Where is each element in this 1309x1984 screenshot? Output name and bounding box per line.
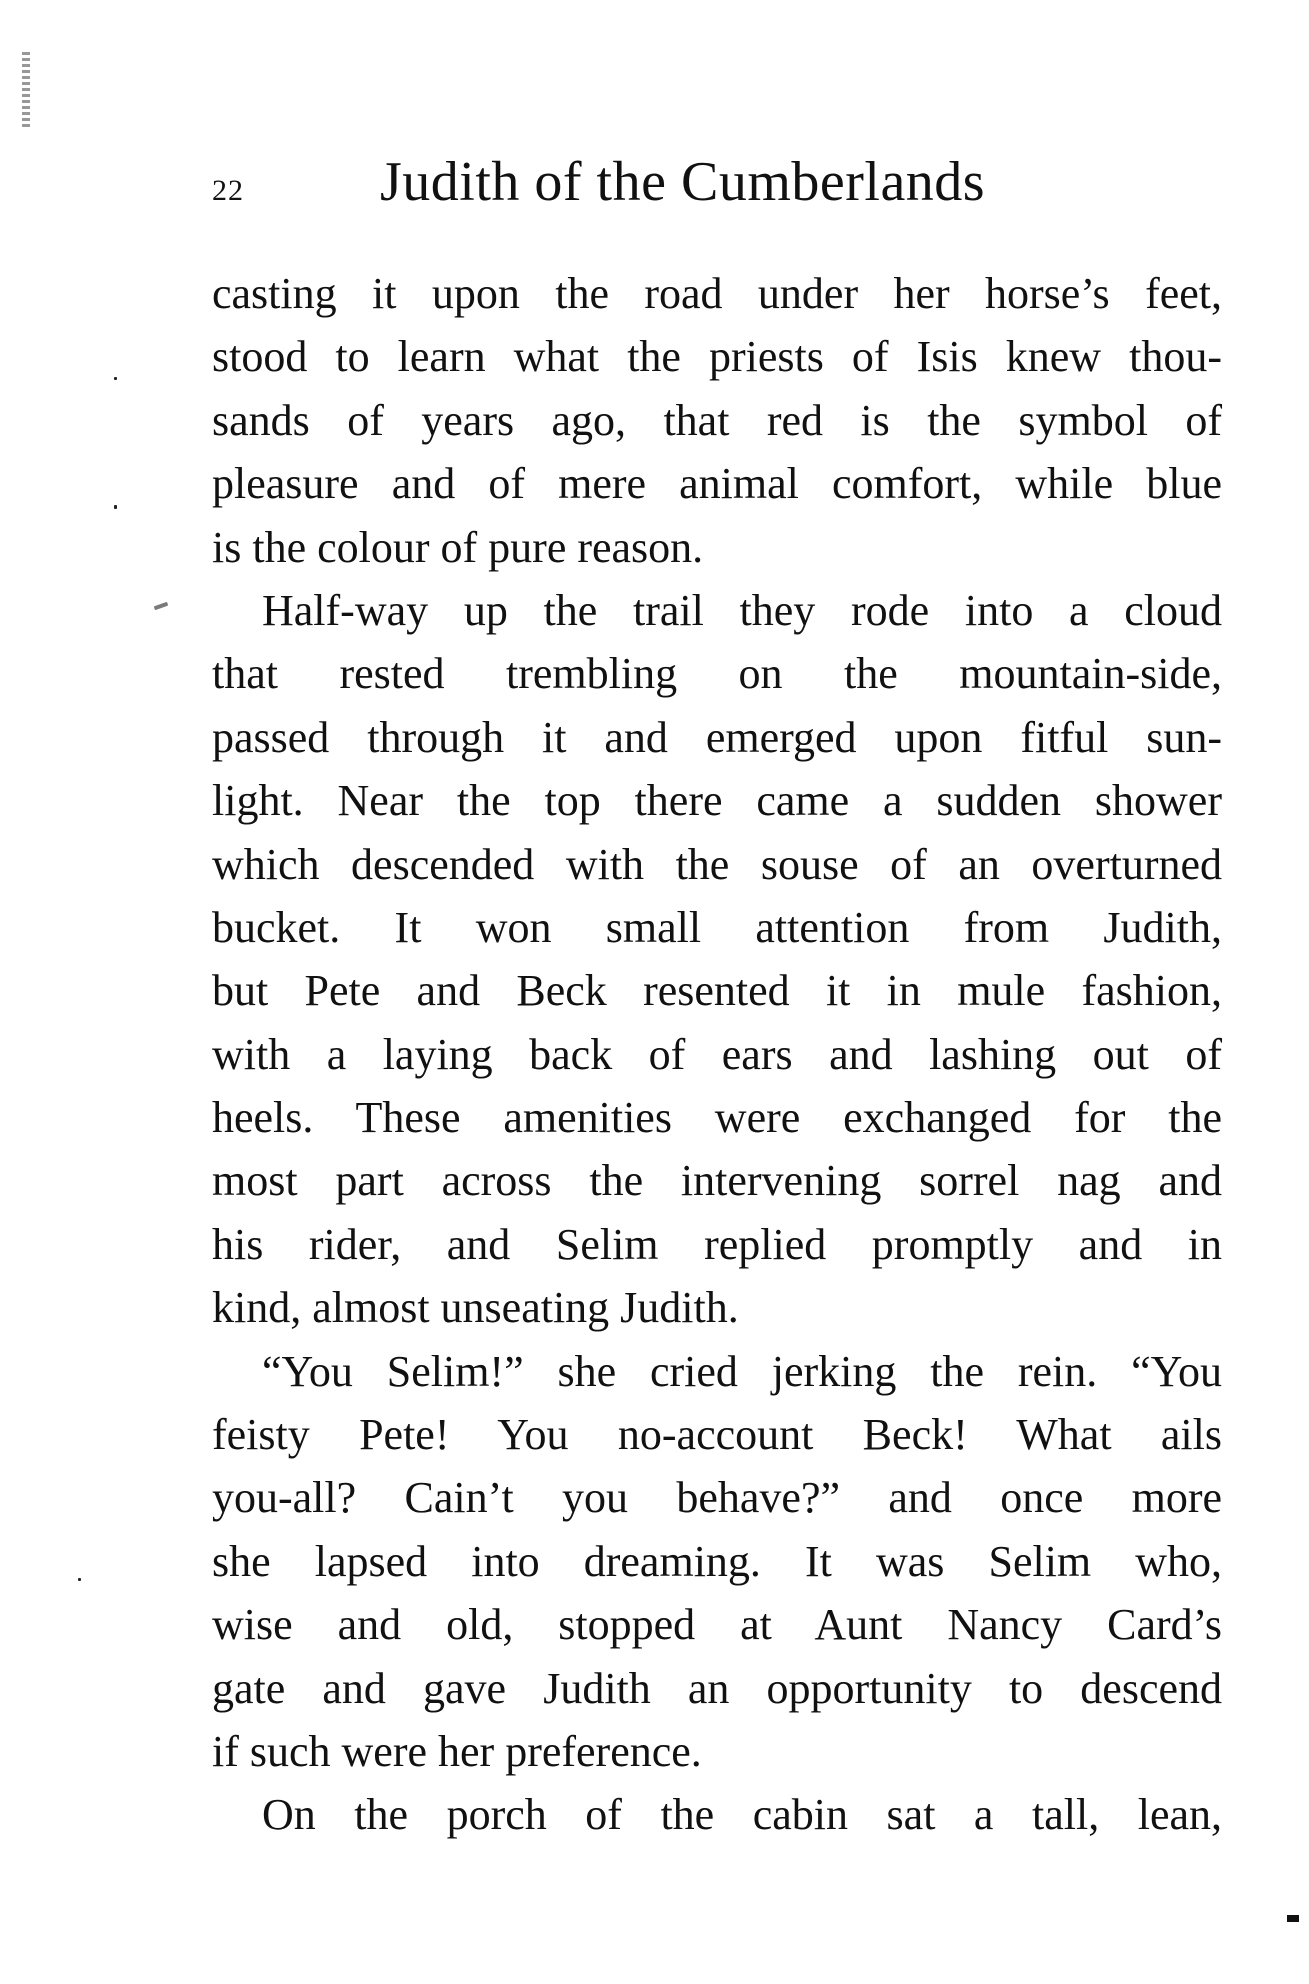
text-line: she lapsed into dreaming. It was Selim who, [212, 1536, 1222, 1586]
text-line: pleasure and of mere animal comfort, while blue [212, 459, 1222, 509]
running-header [212, 150, 1232, 220]
text-line: but Pete and Beck resented it in mule fashion, [212, 966, 1222, 1016]
text-line: his rider, and Selim replied promptly and in [212, 1219, 1222, 1269]
text-line: sands of years ago, that red is the symbol of [212, 395, 1222, 445]
text-line: gate and gave Judith an opportunity to descend [212, 1663, 1222, 1713]
text-line: casting it upon the road under her horse’s feet, [212, 269, 1222, 318]
text-line: that rested trembling on the mountain-side, [212, 649, 1222, 699]
scan-speck [114, 377, 117, 380]
scan-speck [78, 1578, 81, 1581]
text-line: with a laying back of ears and lashing out of [212, 1029, 1222, 1079]
text-line: heels. These amenities were exchanged for the [212, 1093, 1222, 1143]
text-line: which descended with the souse of an overturned [212, 839, 1222, 889]
text-line: stood to learn what the priests of Isis knew thou- [212, 332, 1222, 382]
scan-speck [154, 602, 169, 611]
text-line: passed through it and emerged upon fitful sun- [212, 712, 1222, 762]
scan-edge-dash [1287, 1915, 1299, 1922]
page-number: 22 [212, 174, 244, 207]
running-title: Judith of the Cumberlands [380, 151, 986, 213]
text-line: “You Selim!” she cried jerking the rein. “You [262, 1346, 1222, 1396]
text-line: light. Near the top there came a sudden shower [212, 776, 1222, 826]
text-line: wise and old, stopped at Aunt Nancy Card’s [212, 1600, 1222, 1650]
text-line: feisty Pete! You no-account Beck! What ails [212, 1410, 1222, 1460]
text-line: you-all? Cain’t you behave?” and once more [212, 1473, 1222, 1523]
scan-edge-mark [22, 52, 30, 130]
text-line: most part across the intervening sorrel nag and [212, 1156, 1222, 1206]
scan-speck [114, 505, 117, 509]
text-line: kind, almost unseating Judith. [212, 1283, 739, 1333]
text-line: if such were her preference. [212, 1726, 702, 1776]
text-line: bucket. It won small attention from Judith, [212, 902, 1222, 952]
text-line: is the colour of pure reason. [212, 522, 704, 572]
text-line: On the porch of the cabin sat a tall, lean, [262, 1790, 1222, 1840]
body-text [212, 262, 1222, 1847]
text-line: Half-way up the trail they rode into a cloud [262, 585, 1222, 635]
